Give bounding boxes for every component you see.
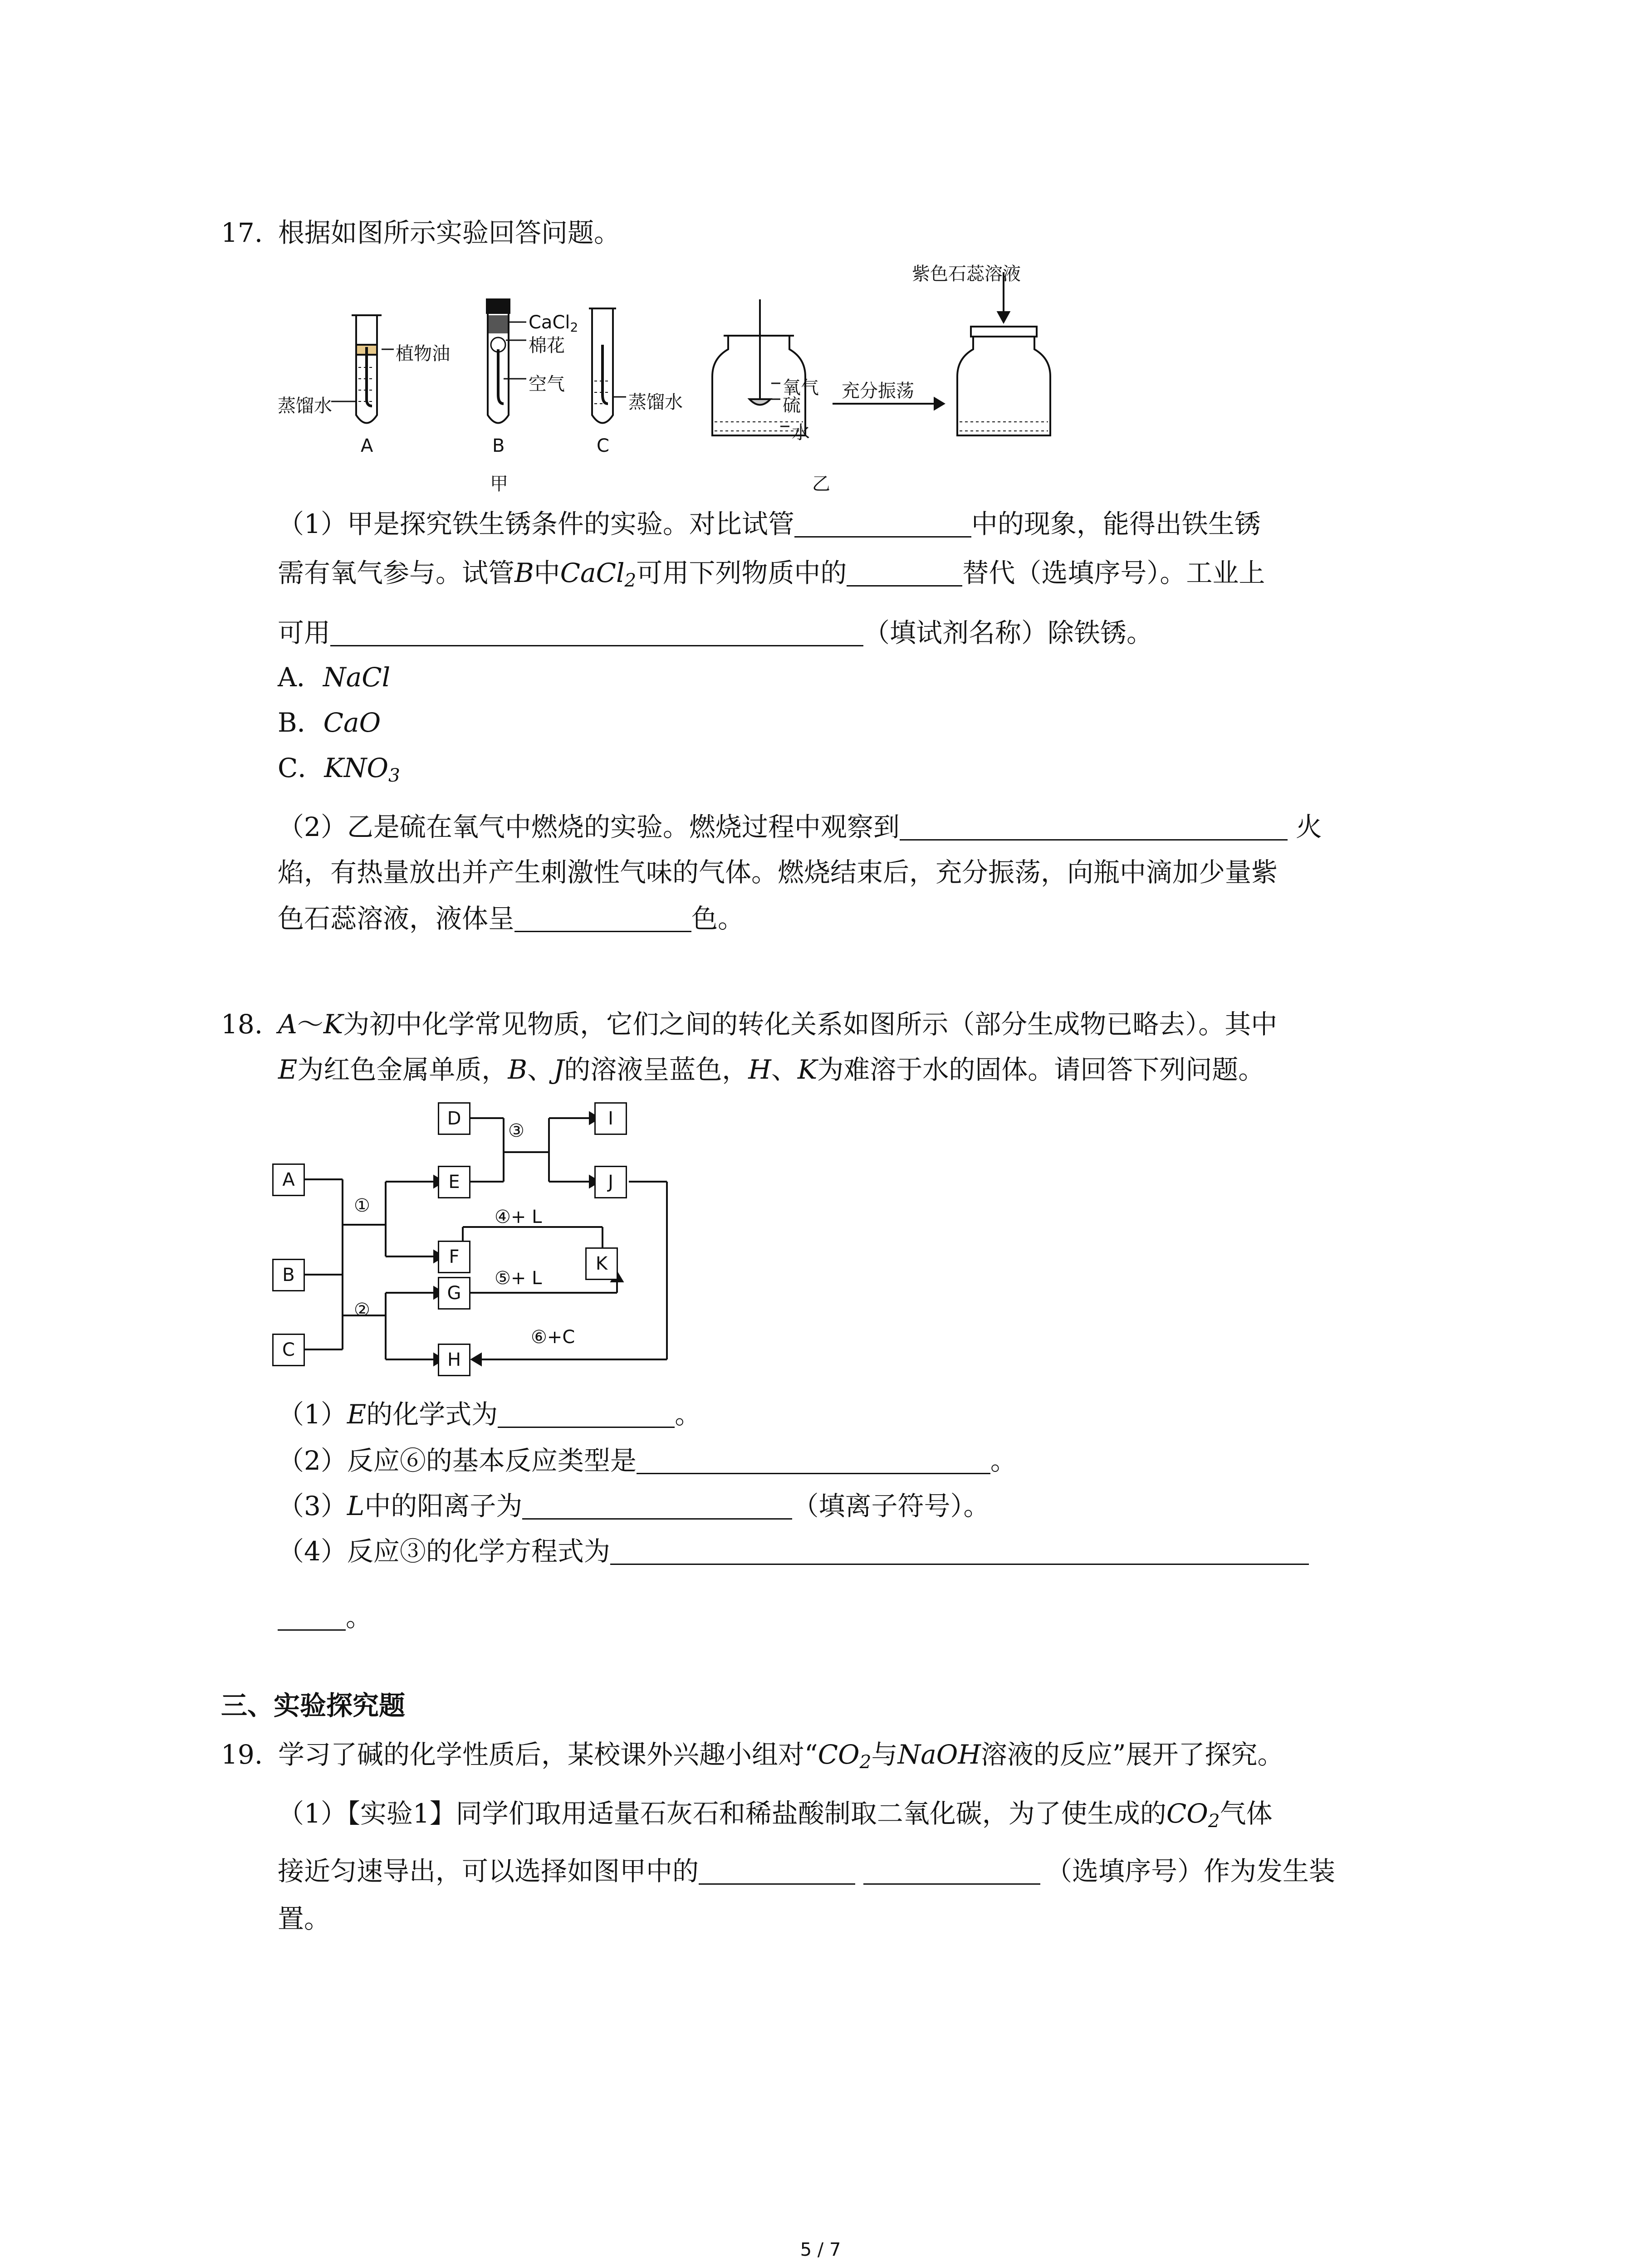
q17-p2-line1: （2）乙是硫在氧气中燃烧的实验。燃烧过程中观察到 火 <box>278 811 1322 842</box>
q18-s4-cont: 。 <box>278 1601 372 1633</box>
node-i: I <box>594 1102 627 1135</box>
blank-equation-cont[interactable] <box>278 1603 346 1631</box>
blank-tube[interactable] <box>794 510 971 538</box>
option-a: A．NaCl <box>278 662 391 693</box>
blank-device-1[interactable] <box>699 1857 855 1885</box>
water-label: 水 <box>792 422 810 443</box>
q19-line3: 接近匀速导出，可以选择如图甲中的 （选填序号）作为发生装 <box>278 1856 1336 1887</box>
q19-number: 19. <box>221 1739 263 1770</box>
q17-p1-line2: 需有氧气参与。试管B中CaCl$_2$可用下列物质中的 替代（选填序号）。工业上 <box>278 557 1265 591</box>
node-d: D <box>438 1102 470 1135</box>
node-c: C <box>272 1334 305 1366</box>
blank-equation[interactable] <box>610 1537 1309 1565</box>
node-j: J <box>594 1166 627 1198</box>
sulfur-label: 硫 <box>783 395 801 416</box>
caption-yi: 乙 <box>812 474 830 494</box>
node-h: H <box>438 1344 470 1376</box>
section-heading: 三、实验探究题 <box>221 1690 406 1721</box>
q18-s3: （3）L中的阳离子为 （填离子符号）。 <box>278 1491 990 1521</box>
oil-label: 植物油 <box>396 343 450 364</box>
page-number: 5 / 7 <box>800 2239 841 2260</box>
tube-a-label: A <box>361 435 373 456</box>
q17-number: 17. <box>221 217 263 248</box>
tube-b-label: B <box>492 435 505 456</box>
blank-flame[interactable] <box>900 813 1288 841</box>
reaction-4: ④+ L <box>495 1207 542 1227</box>
q17-p2-line2: 焰，有热量放出并产生刺激性气味的气体。燃烧结束后，充分振荡，向瓶中滴加少量紫 <box>278 857 1278 888</box>
blank-cation[interactable] <box>522 1492 792 1520</box>
q17-p1-line1: （1）甲是探究铁生锈条件的实验。对比试管 中的现象，能得出铁生锈 <box>278 508 1261 539</box>
reaction-6: ⑥+C <box>531 1327 575 1348</box>
blank-color[interactable] <box>514 904 691 932</box>
blank-device-2[interactable] <box>863 1857 1040 1885</box>
q18-line1: A～K为初中化学常见物质，它们之间的转化关系如图所示（部分生成物已略去）。其中 <box>278 1009 1278 1040</box>
caption-jia: 甲 <box>490 474 508 494</box>
node-g: G <box>438 1277 470 1310</box>
q17-p1-line3: 可用 （填试剂名称）除铁锈。 <box>278 617 1153 648</box>
q18-line2: E为红色金属单质，B、J的溶液呈蓝色，H、K为难溶于水的固体。请回答下列问题。 <box>278 1054 1265 1085</box>
q17-p2-line3: 色石蕊溶液，液体呈 色。 <box>278 903 745 934</box>
reaction-5: ⑤+ L <box>495 1268 542 1289</box>
blank-reagent[interactable] <box>330 619 863 646</box>
q17-prompt: 根据如图所示实验回答问题。 <box>278 217 621 248</box>
q19-line1: 学习了碱的化学性质后，某校课外兴趣小组对“$CO_2$与NaOH溶液的反应”展开了探究。 <box>278 1739 1284 1773</box>
blank-reaction-type[interactable] <box>637 1447 990 1474</box>
cotton-label: 棉花 <box>529 335 565 356</box>
cacl2-label: CaCl$_2$ <box>529 312 578 335</box>
q17-figure <box>263 254 1080 508</box>
node-e: E <box>438 1166 470 1198</box>
water-a-label: 蒸馏水 <box>278 396 332 416</box>
oxygen-label: 氧气 <box>783 377 819 398</box>
q18-s2: （2）反应⑥的基本反应类型是 。 <box>278 1445 1017 1476</box>
q18-s4: （4）反应③的化学方程式为 <box>278 1535 1309 1567</box>
q18-s1: （1）E的化学式为 。 <box>278 1399 701 1430</box>
q18-diagram-lines <box>272 1089 726 1393</box>
node-a: A <box>272 1163 305 1196</box>
litmus-label: 紫色石蕊溶液 <box>912 264 1021 284</box>
option-b: B．CaO <box>278 707 381 738</box>
option-c: C．$KNO_3$ <box>278 753 400 787</box>
water-c-label: 蒸馏水 <box>628 392 683 413</box>
node-k: K <box>585 1247 618 1280</box>
blank-e-formula[interactable] <box>498 1400 675 1428</box>
q19-line2: （1）【实验1】同学们取用适量石灰石和稀盐酸制取二氧化碳，为了使生成的$CO_2$气体 <box>278 1798 1273 1832</box>
reaction-3: ③ <box>508 1120 524 1141</box>
shake-label: 充分振荡 <box>842 381 914 401</box>
reaction-2: ② <box>354 1300 370 1320</box>
q19-line4: 置。 <box>278 1903 331 1934</box>
node-b: B <box>272 1259 305 1291</box>
tube-c-label: C <box>597 435 609 456</box>
q18-number: 18. <box>221 1009 263 1040</box>
node-f: F <box>438 1241 470 1273</box>
blank-substitute[interactable] <box>847 559 962 587</box>
air-label: 空气 <box>529 374 565 395</box>
reaction-1: ① <box>354 1195 370 1216</box>
